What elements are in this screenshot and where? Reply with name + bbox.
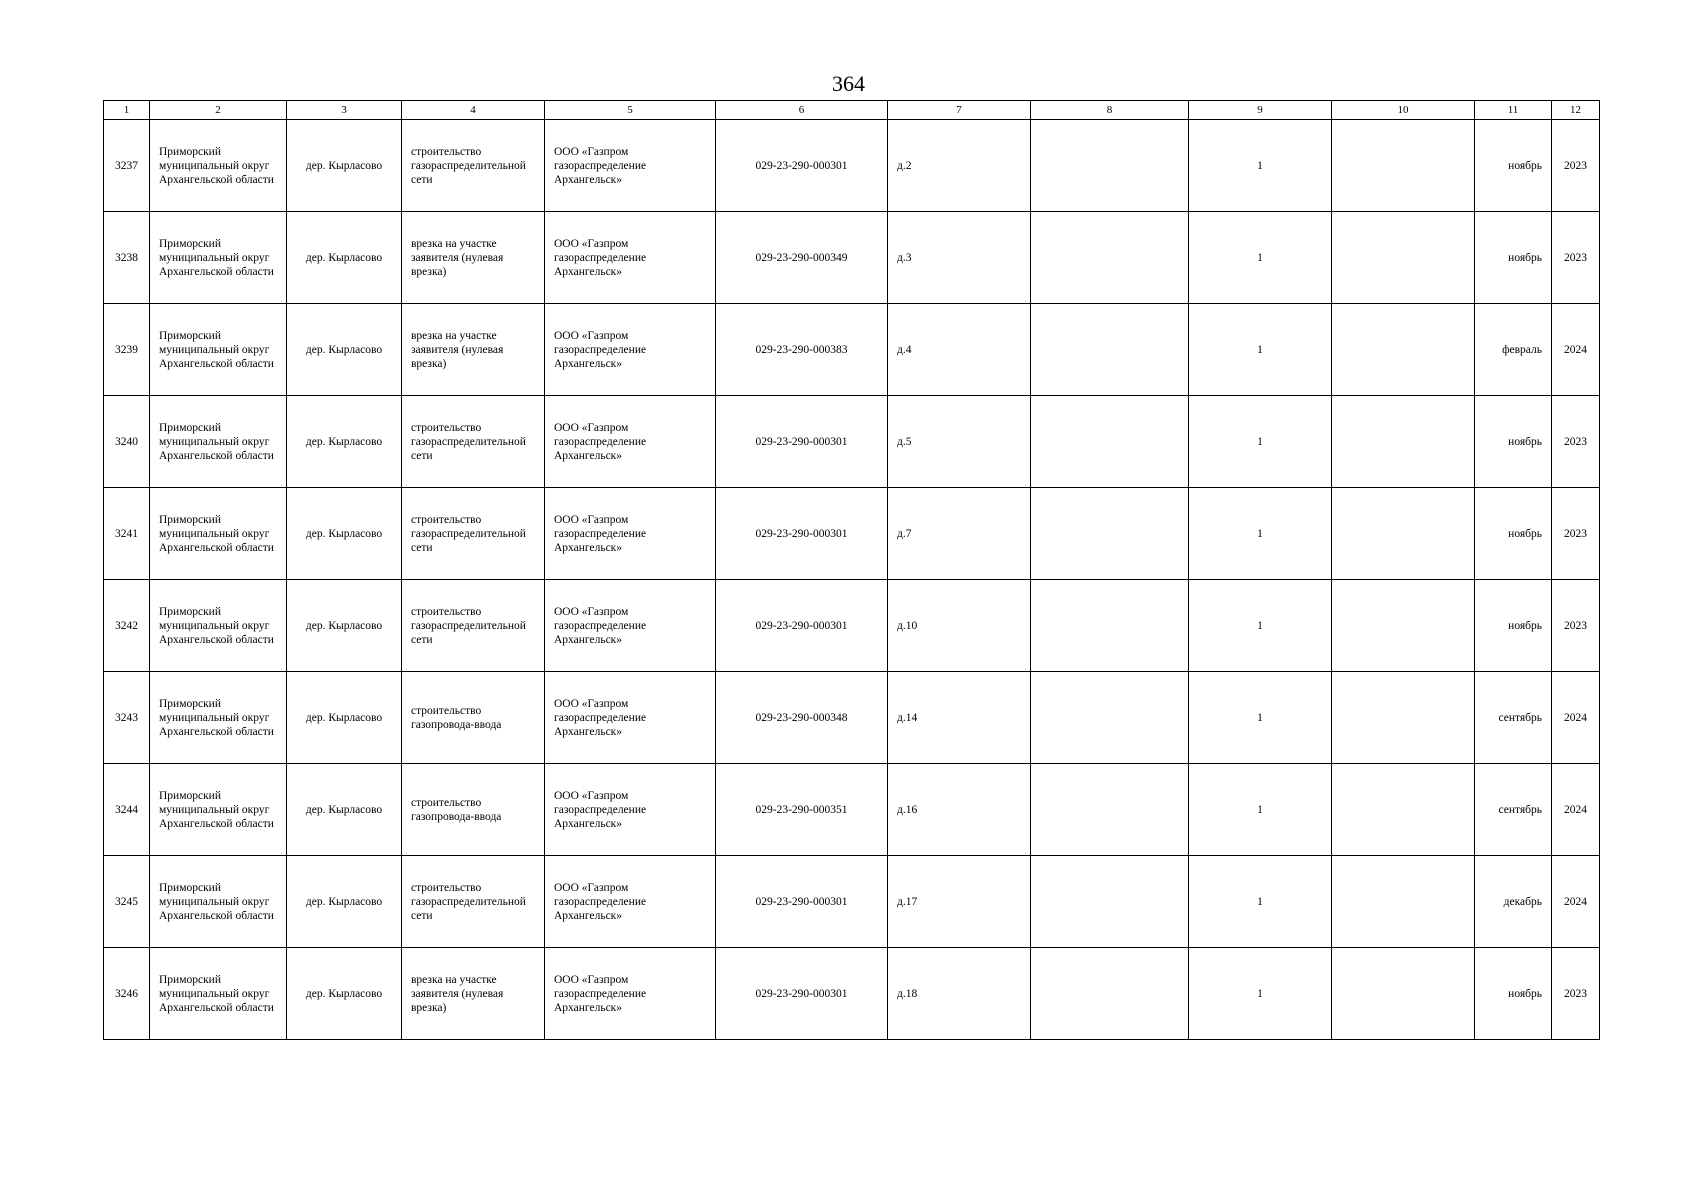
- column-header-10: 10: [1332, 101, 1475, 120]
- column-8-cell: [1031, 672, 1189, 764]
- district-cell: Приморский муниципальный округ Архангельской области: [150, 856, 287, 948]
- column-10-cell: [1332, 212, 1475, 304]
- district-cell: Приморский муниципальный округ Архангельской области: [150, 948, 287, 1040]
- year-cell: 2024: [1552, 856, 1600, 948]
- district-cell: Приморский муниципальный округ Архангельской области: [150, 580, 287, 672]
- column-header-3: 3: [287, 101, 402, 120]
- count-cell: 1: [1189, 120, 1332, 212]
- month-cell: ноябрь: [1475, 580, 1552, 672]
- column-header-7: 7: [888, 101, 1031, 120]
- count-cell: 1: [1189, 764, 1332, 856]
- house-cell: д.7: [888, 488, 1031, 580]
- column-header-9: 9: [1189, 101, 1332, 120]
- column-10-cell: [1332, 948, 1475, 1040]
- row-number: 3244: [104, 764, 150, 856]
- column-10-cell: [1332, 120, 1475, 212]
- request-code-cell: 029-23-290-000301: [716, 856, 888, 948]
- request-code-cell: 029-23-290-000301: [716, 396, 888, 488]
- village-cell: дер. Кырласово: [287, 304, 402, 396]
- work-type-cell: врезка на участке заявителя (нулевая врезка): [402, 948, 545, 1040]
- month-cell: сентябрь: [1475, 764, 1552, 856]
- work-type-cell: строительство газопровода-ввода: [402, 764, 545, 856]
- column-10-cell: [1332, 580, 1475, 672]
- row-number: 3246: [104, 948, 150, 1040]
- count-cell: 1: [1189, 580, 1332, 672]
- village-cell: дер. Кырласово: [287, 396, 402, 488]
- header-row: [104, 101, 1600, 120]
- page-number: 364: [832, 71, 865, 96]
- work-type-cell: строительство газопровода-ввода: [402, 672, 545, 764]
- village-cell: дер. Кырласово: [287, 488, 402, 580]
- column-8-cell: [1031, 764, 1189, 856]
- month-cell: ноябрь: [1475, 212, 1552, 304]
- work-type-cell: врезка на участке заявителя (нулевая врезка): [402, 304, 545, 396]
- month-cell: декабрь: [1475, 856, 1552, 948]
- column-8-cell: [1031, 120, 1189, 212]
- column-8-cell: [1031, 948, 1189, 1040]
- column-header-5: 5: [545, 101, 716, 120]
- district-cell: Приморский муниципальный округ Архангельской области: [150, 212, 287, 304]
- column-10-cell: [1332, 396, 1475, 488]
- column-8-cell: [1031, 212, 1189, 304]
- house-cell: д.10: [888, 580, 1031, 672]
- table-row: [104, 396, 1600, 488]
- village-cell: дер. Кырласово: [287, 580, 402, 672]
- house-cell: д.17: [888, 856, 1031, 948]
- year-cell: 2023: [1552, 488, 1600, 580]
- request-code-cell: 029-23-290-000301: [716, 948, 888, 1040]
- village-cell: дер. Кырласово: [287, 120, 402, 212]
- village-cell: дер. Кырласово: [287, 672, 402, 764]
- column-10-cell: [1332, 764, 1475, 856]
- count-cell: 1: [1189, 212, 1332, 304]
- year-cell: 2024: [1552, 672, 1600, 764]
- table-body: [104, 120, 1600, 1040]
- table-row: [104, 304, 1600, 396]
- organization-cell: ООО «Газпром газораспределение Архангельск»: [545, 212, 716, 304]
- row-number: 3240: [104, 396, 150, 488]
- organization-cell: ООО «Газпром газораспределение Архангельск»: [545, 764, 716, 856]
- request-code-cell: 029-23-290-000301: [716, 488, 888, 580]
- year-cell: 2024: [1552, 764, 1600, 856]
- organization-cell: ООО «Газпром газораспределение Архангельск»: [545, 948, 716, 1040]
- count-cell: 1: [1189, 304, 1332, 396]
- organization-cell: ООО «Газпром газораспределение Архангельск»: [545, 304, 716, 396]
- request-code-cell: 029-23-290-000301: [716, 120, 888, 212]
- count-cell: 1: [1189, 488, 1332, 580]
- work-type-cell: строительство газораспределительной сети: [402, 856, 545, 948]
- table-row: [104, 672, 1600, 764]
- work-type-cell: строительство газораспределительной сети: [402, 488, 545, 580]
- request-code-cell: 029-23-290-000349: [716, 212, 888, 304]
- column-header-1: 1: [104, 101, 150, 120]
- village-cell: дер. Кырласово: [287, 856, 402, 948]
- table-row: [104, 120, 1600, 212]
- column-10-cell: [1332, 304, 1475, 396]
- house-cell: д.14: [888, 672, 1031, 764]
- row-number: 3245: [104, 856, 150, 948]
- column-8-cell: [1031, 488, 1189, 580]
- house-cell: д.18: [888, 948, 1031, 1040]
- district-cell: Приморский муниципальный округ Архангельской области: [150, 488, 287, 580]
- village-cell: дер. Кырласово: [287, 948, 402, 1040]
- table-header: [104, 101, 1600, 120]
- organization-cell: ООО «Газпром газораспределение Архангельск»: [545, 672, 716, 764]
- district-cell: Приморский муниципальный округ Архангельской области: [150, 396, 287, 488]
- village-cell: дер. Кырласово: [287, 212, 402, 304]
- count-cell: 1: [1189, 948, 1332, 1040]
- row-number: 3241: [104, 488, 150, 580]
- column-header-12: 12: [1552, 101, 1600, 120]
- house-cell: д.3: [888, 212, 1031, 304]
- month-cell: ноябрь: [1475, 488, 1552, 580]
- column-header-11: 11: [1475, 101, 1552, 120]
- village-cell: дер. Кырласово: [287, 764, 402, 856]
- count-cell: 1: [1189, 396, 1332, 488]
- year-cell: 2023: [1552, 396, 1600, 488]
- column-10-cell: [1332, 856, 1475, 948]
- column-header-4: 4: [402, 101, 545, 120]
- year-cell: 2023: [1552, 120, 1600, 212]
- registry-table: [103, 100, 1600, 1040]
- house-cell: д.2: [888, 120, 1031, 212]
- table-row: [104, 856, 1600, 948]
- column-10-cell: [1332, 672, 1475, 764]
- column-8-cell: [1031, 304, 1189, 396]
- month-cell: ноябрь: [1475, 948, 1552, 1040]
- row-number: 3243: [104, 672, 150, 764]
- request-code-cell: 029-23-290-000348: [716, 672, 888, 764]
- organization-cell: ООО «Газпром газораспределение Архангельск»: [545, 488, 716, 580]
- organization-cell: ООО «Газпром газораспределение Архангельск»: [545, 580, 716, 672]
- year-cell: 2023: [1552, 948, 1600, 1040]
- column-header-8: 8: [1031, 101, 1189, 120]
- work-type-cell: врезка на участке заявителя (нулевая врезка): [402, 212, 545, 304]
- month-cell: ноябрь: [1475, 396, 1552, 488]
- work-type-cell: строительство газораспределительной сети: [402, 120, 545, 212]
- table-row: [104, 212, 1600, 304]
- district-cell: Приморский муниципальный округ Архангельской области: [150, 672, 287, 764]
- column-header-6: 6: [716, 101, 888, 120]
- column-8-cell: [1031, 396, 1189, 488]
- table-row: [104, 764, 1600, 856]
- district-cell: Приморский муниципальный округ Архангельской области: [150, 304, 287, 396]
- year-cell: 2023: [1552, 212, 1600, 304]
- month-cell: сентябрь: [1475, 672, 1552, 764]
- house-cell: д.4: [888, 304, 1031, 396]
- month-cell: февраль: [1475, 304, 1552, 396]
- house-cell: д.5: [888, 396, 1031, 488]
- row-number: 3238: [104, 212, 150, 304]
- column-header-2: 2: [150, 101, 287, 120]
- column-10-cell: [1332, 488, 1475, 580]
- year-cell: 2024: [1552, 304, 1600, 396]
- row-number: 3242: [104, 580, 150, 672]
- count-cell: 1: [1189, 672, 1332, 764]
- column-8-cell: [1031, 580, 1189, 672]
- organization-cell: ООО «Газпром газораспределение Архангельск»: [545, 120, 716, 212]
- district-cell: Приморский муниципальный округ Архангельской области: [150, 764, 287, 856]
- table-row: [104, 948, 1600, 1040]
- table-row: [104, 580, 1600, 672]
- request-code-cell: 029-23-290-000301: [716, 580, 888, 672]
- year-cell: 2023: [1552, 580, 1600, 672]
- organization-cell: ООО «Газпром газораспределение Архангельск»: [545, 856, 716, 948]
- count-cell: 1: [1189, 856, 1332, 948]
- request-code-cell: 029-23-290-000383: [716, 304, 888, 396]
- request-code-cell: 029-23-290-000351: [716, 764, 888, 856]
- work-type-cell: строительство газораспределительной сети: [402, 580, 545, 672]
- table-row: [104, 488, 1600, 580]
- work-type-cell: строительство газораспределительной сети: [402, 396, 545, 488]
- row-number: 3237: [104, 120, 150, 212]
- row-number: 3239: [104, 304, 150, 396]
- organization-cell: ООО «Газпром газораспределение Архангельск»: [545, 396, 716, 488]
- district-cell: Приморский муниципальный округ Архангельской области: [150, 120, 287, 212]
- month-cell: ноябрь: [1475, 120, 1552, 212]
- house-cell: д.16: [888, 764, 1031, 856]
- column-8-cell: [1031, 856, 1189, 948]
